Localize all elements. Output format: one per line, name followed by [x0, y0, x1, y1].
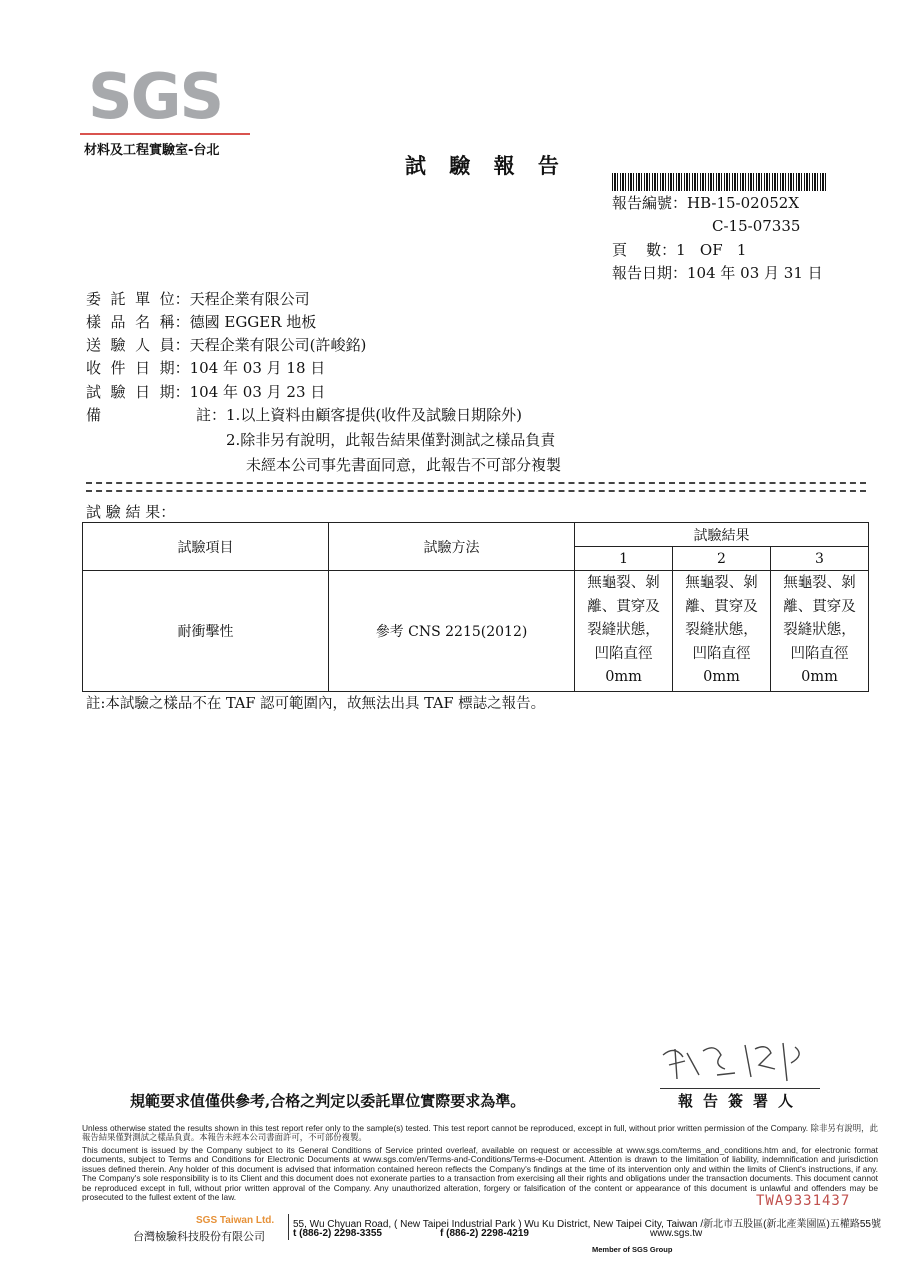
client-row: 委 託 單 位：天程企業有限公司 [86, 290, 310, 308]
sgs-logo: SGS [88, 60, 223, 133]
member-label: Member of SGS Group [592, 1245, 673, 1254]
company-website[interactable]: www.sgs.tw [650, 1228, 703, 1239]
signer-label: 報告簽署人 [678, 1092, 804, 1110]
sample-name-row: 樣 品 名 稱：德國 EGGER 地板 [86, 313, 317, 331]
document-title: 試 驗 報 告 [405, 153, 567, 178]
result-cell-1: 無龜裂、剝 離、貫穿及 裂縫狀態， 凹陷直徑 0mm [575, 571, 673, 692]
submitter-row: 送 驗 人 員：天程企業有限公司(許峻銘) [86, 336, 367, 354]
test-method-cell: 參考 CNS 2215(2012) [328, 571, 574, 692]
col-header-method: 試驗方法 [328, 523, 574, 571]
remarks-line-3: 未經本公司事先書面同意，此報告不可部分複製 [246, 456, 562, 474]
company-fax: f (886-2) 2298-4219 [440, 1228, 529, 1239]
received-date-row: 收 件 日 期：104 年 03 月 18 日 [86, 359, 326, 377]
result-cell-3: 無龜裂、剝 離、貫穿及 裂縫狀態， 凹陷直徑 0mm [770, 571, 868, 692]
sample-number: 2 [673, 547, 771, 571]
signature-image [655, 1035, 825, 1090]
company-address: 55, Wu Chyuan Road, ( New Taipei Industrial Park ) Wu Ku District, New Taipei City, Taiwan /新北市五股區(新北產業園區)五權路55號 [293, 1219, 881, 1230]
remarks-line-1: 註：1.以上資料由顧客提供(收件及試驗日期除外) [196, 406, 523, 424]
sample-number: 1 [575, 547, 673, 571]
company-name-en: SGS Taiwan Ltd. [196, 1215, 275, 1226]
footer-divider [288, 1214, 289, 1240]
col-header-item: 試驗項目 [83, 523, 329, 571]
signature-line [660, 1088, 820, 1089]
company-phone: t (886-2) 2298-3355 [293, 1228, 382, 1239]
col-header-results: 試驗結果 [575, 523, 869, 547]
remarks-line-2: 2.除非另有說明，此報告結果僅對測試之樣品負責 [226, 431, 556, 449]
results-heading: 試 驗 結 果： [86, 503, 176, 521]
separator-line [86, 482, 866, 492]
serial-number: TWA9331437 [756, 1193, 851, 1209]
taf-note: 註:本試驗之樣品不在 TAF 認可範圍內，故無法出具 TAF 標誌之報告。 [86, 696, 546, 712]
test-item-cell: 耐衝擊性 [83, 571, 329, 692]
page-count: 頁 數：1 OF 1 [612, 241, 747, 259]
sample-number: 3 [770, 547, 868, 571]
report-number-2: C-15-07335 [712, 217, 801, 235]
result-cell-2: 無龜裂、剝 離、貫穿及 裂縫狀態， 凹陷直徑 0mm [673, 571, 771, 692]
test-date-row: 試 驗 日 期：104 年 03 月 23 日 [86, 383, 326, 401]
company-name-cn: 台灣檢驗科技股份有限公司 [133, 1230, 265, 1243]
logo-underline [80, 133, 250, 135]
remarks-label: 備 [86, 406, 102, 424]
lab-name: 材料及工程實驗室-台北 [84, 143, 220, 158]
report-number: 報告編號：HB-15-02052X [612, 194, 800, 212]
fine-print-1: Unless otherwise stated the results shown in this test report refer only to the sample(s) tested. This test report cannot be reproduced, except in full, without prior written permission of the Company. 除非另有說明，此報告結果僅對測試之樣品負責。本報告未經本公司書面許可，不可部份複製。 [82, 1123, 878, 1143]
report-date: 報告日期：104 年 03 月 31 日 [612, 264, 823, 282]
results-table [82, 522, 869, 692]
spec-disclaimer: 規範要求值僅供參考,合格之判定以委託單位實際要求為準。 [130, 1092, 526, 1110]
barcode-image [612, 173, 827, 191]
fine-print-2: This document is issued by the Company subject to its General Conditions of Service printed overleaf, available on request or accessible at www.sgs.com/terms_and_conditions.htm and, for electronic format documents, subject to Terms and Conditions for Electronic Documents at www.sgs.com/en/Terms-and-Conditions/Terms-e-Document. Attention is drawn to the limitation of liability, indemnification and jurisdiction issues defined therein. Any holder of this document is advised that information contained hereon reflects the Company's findings at the time of its intervention only and within the limits of Client's instructions, if any. The Company's sole responsibility is to its Client and this document does not exonerate parties to a transaction from exercising all their rights and obligations under the transaction documents. This document cannot be reproduced except in full, without prior written approval of the Company. Any unauthorized alteration, forgery or falsification of the content or appearance of this document is unlawful and offenders may be prosecuted to the fullest extent of the law. [82, 1145, 878, 1203]
